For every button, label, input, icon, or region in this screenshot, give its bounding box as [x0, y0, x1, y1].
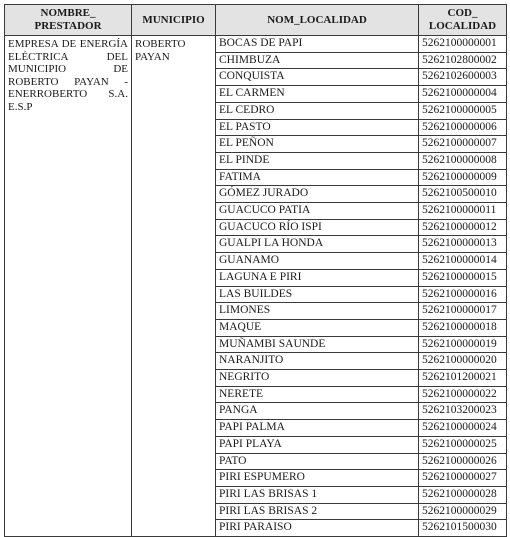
nom-localidad-cell: NERETE [216, 386, 419, 403]
cod-localidad-cell: 5262100000020 [419, 353, 507, 370]
nom-localidad-cell: GÓMEZ JURADO [216, 186, 419, 203]
nom-localidad-cell: PIRI LAS BRISAS 2 [216, 503, 419, 520]
nom-localidad-cell: LAS BUILDES [216, 286, 419, 303]
nom-localidad-cell: LAGUNA E PIRI [216, 269, 419, 286]
cod-localidad-cell: 5262100000012 [419, 219, 507, 236]
nom-localidad-cell: PAPI PLAYA [216, 436, 419, 453]
header-nombre-prestador-line1: NOMBRE_ [40, 7, 96, 19]
nom-localidad-cell: MAQUE [216, 319, 419, 336]
cod-localidad-cell: 5262100500010 [419, 186, 507, 203]
nom-localidad-cell: PIRI ESPUMERO [216, 470, 419, 487]
nom-localidad-cell: EL PEÑON [216, 136, 419, 153]
nom-localidad-cell: FATIMA [216, 169, 419, 186]
cod-localidad-cell: 5262100000006 [419, 119, 507, 136]
cod-localidad-cell: 5262100000015 [419, 269, 507, 286]
nom-localidad-cell: BOCAS DE PAPI [216, 36, 419, 53]
cod-localidad-cell: 5262100000001 [419, 36, 507, 53]
document-page [4, 4, 506, 537]
cod-localidad-cell: 5262102800002 [419, 52, 507, 69]
header-municipio: MUNICIPIO [132, 5, 216, 36]
cod-localidad-cell: 5262103200023 [419, 403, 507, 420]
cod-localidad-cell: 5262100000028 [419, 486, 507, 503]
cod-localidad-cell: 5262100000013 [419, 236, 507, 253]
cod-localidad-cell: 5262101200021 [419, 370, 507, 387]
nom-localidad-cell: NEGRITO [216, 370, 419, 387]
nom-localidad-cell: PIRI LAS BRISAS 1 [216, 486, 419, 503]
nom-localidad-cell: CHIMBUZA [216, 52, 419, 69]
table-header [5, 5, 507, 36]
nombre-prestador-cell: EMPRESA DE ENERGÍA ELÉCTRICA DEL MUNICIPIO DE ROBERTO PAYAN - ENERROBERTO S.A. E.S.P [5, 36, 132, 537]
nom-localidad-cell: PAPI PALMA [216, 420, 419, 437]
cod-localidad-cell: 5262100000008 [419, 152, 507, 169]
nom-localidad-cell: PANGA [216, 403, 419, 420]
cod-localidad-cell: 5262100000019 [419, 336, 507, 353]
nom-localidad-cell: PATO [216, 453, 419, 470]
nom-localidad-cell: EL CEDRO [216, 102, 419, 119]
nom-localidad-cell: EL PASTO [216, 119, 419, 136]
nom-localidad-cell: EL PINDE [216, 152, 419, 169]
table-row [5, 36, 507, 53]
nom-localidad-cell: NARANJITO [216, 353, 419, 370]
cod-localidad-cell: 5262100000011 [419, 203, 507, 220]
cod-localidad-cell: 5262100000025 [419, 436, 507, 453]
localidades-table [4, 4, 507, 537]
cod-localidad-cell: 5262100000029 [419, 503, 507, 520]
nom-localidad-cell: GUANAMO [216, 253, 419, 270]
cod-localidad-cell: 5262100000018 [419, 319, 507, 336]
cod-localidad-cell: 5262100000016 [419, 286, 507, 303]
nom-localidad-cell: EL CARMEN [216, 86, 419, 103]
header-cod-localidad [419, 5, 507, 36]
cod-localidad-cell: 5262100000005 [419, 102, 507, 119]
cod-localidad-cell: 5262100000007 [419, 136, 507, 153]
municipio-cell: ROBERTO PAYAN [132, 36, 216, 537]
table-body [5, 36, 507, 537]
header-nombre-prestador-line2: PRESTADOR [34, 20, 102, 32]
nom-localidad-cell: GUALPI LA HONDA [216, 236, 419, 253]
header-nom-localidad: NOM_LOCALIDAD [216, 5, 419, 36]
cod-localidad-cell: 5262100000009 [419, 169, 507, 186]
header-cod-localidad-line2: LOCALIDAD [428, 20, 497, 32]
nom-localidad-cell: MUÑAMBI SAUNDE [216, 336, 419, 353]
cod-localidad-cell: 5262100000024 [419, 420, 507, 437]
cod-localidad-cell: 5262100000022 [419, 386, 507, 403]
cod-localidad-cell: 5262100000004 [419, 86, 507, 103]
cod-localidad-cell: 5262100000026 [419, 453, 507, 470]
nom-localidad-cell: GUACUCO PATIA [216, 203, 419, 220]
nom-localidad-cell: CONQUISTA [216, 69, 419, 86]
nom-localidad-cell: PIRI PARAISO [216, 520, 419, 537]
header-nombre-prestador [5, 5, 132, 36]
cod-localidad-cell: 5262102600003 [419, 69, 507, 86]
cod-localidad-cell: 5262101500030 [419, 520, 507, 537]
cod-localidad-cell: 5262100000014 [419, 253, 507, 270]
header-cod-localidad-line1: COD_ [447, 7, 478, 19]
header-row [5, 5, 507, 36]
nom-localidad-cell: LIMONES [216, 303, 419, 320]
nom-localidad-cell: GUACUCO RÍO ISPI [216, 219, 419, 236]
cod-localidad-cell: 5262100000017 [419, 303, 507, 320]
cod-localidad-cell: 5262100000027 [419, 470, 507, 487]
